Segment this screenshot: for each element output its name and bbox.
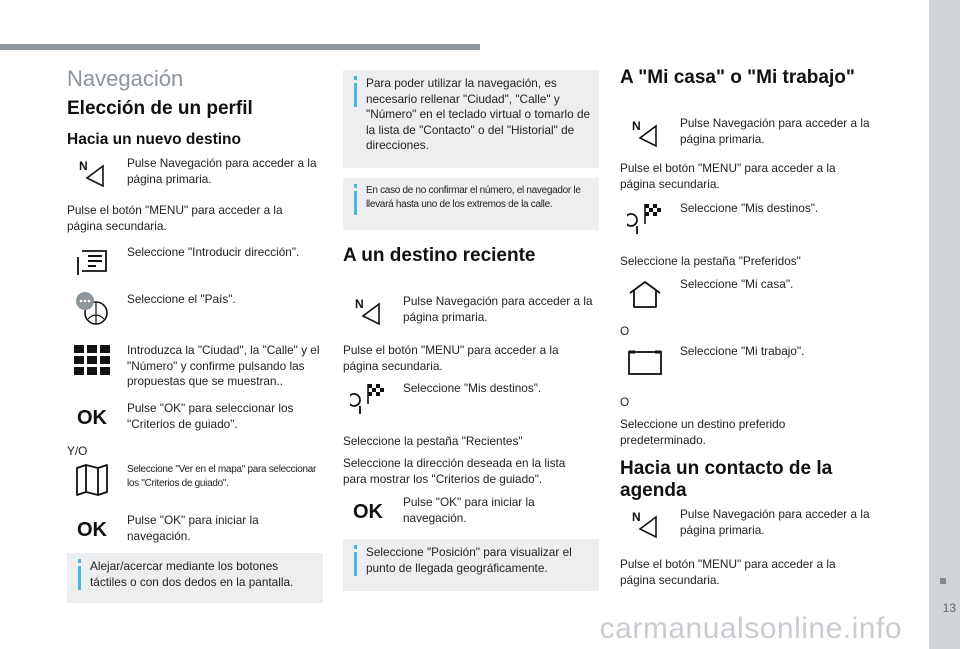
paragraph-preferred: Seleccione un destino preferido predeterminado.	[620, 417, 786, 447]
note-text: Seleccione "Posición" para visualizar el punto de llegada geográficamente.	[366, 545, 572, 575]
navigation-icon	[350, 294, 386, 328]
paragraph-menu: Pulse el botón "MENU" para acceder a la página secundaria.	[620, 557, 836, 587]
navigation-icon	[627, 116, 663, 150]
step-text: Seleccione "Ver en el mapa" para seleccionar los "Criterios de guiado".	[127, 464, 317, 489]
paragraph-menu: Pulse el botón "MENU" para acceder a la página secundaria.	[67, 203, 283, 233]
svg-text:N: N	[79, 159, 88, 173]
navigation-icon	[627, 507, 663, 541]
step-navigation	[627, 507, 872, 541]
heading-new-destination: Hacia un nuevo destino	[67, 131, 241, 148]
step-my-destinations	[627, 201, 872, 235]
step-text: Introduzca la "Ciudad", la "Calle" y el "Número" y confirme pulsando las propuestas que se muestran..	[127, 343, 320, 388]
step-text: Pulse Navegación para acceder a la página primaria.	[680, 507, 870, 537]
info-note	[343, 70, 599, 168]
step-ok-start	[350, 495, 600, 529]
briefcase-icon	[627, 344, 663, 378]
yo-label: Y/O	[67, 444, 88, 458]
heading-home-work: A "Mi casa" o "Mi trabajo"	[620, 67, 855, 88]
page-number: 13	[942, 601, 956, 615]
watermark: carmanualsonline.info	[599, 612, 902, 645]
step-text: Pulse "OK" para iniciar la navegación.	[403, 495, 535, 525]
paragraph-select-address: Seleccione la dirección deseada en la lista para mostrar los "Criterios de guiado".	[343, 456, 566, 486]
step-enter-address	[74, 245, 324, 279]
info-note	[67, 553, 323, 603]
step-text: Seleccione "Introducir dirección".	[127, 245, 300, 259]
svg-text:N: N	[632, 510, 641, 524]
page-side-strip	[929, 0, 960, 649]
step-text: Seleccione "Mis destinos".	[680, 201, 819, 215]
globe-chat-icon	[74, 292, 110, 326]
ok-icon: OK	[77, 406, 107, 429]
paragraph-recent-tab: Seleccione la pestaña "Recientes"	[343, 434, 523, 448]
step-my-destinations	[350, 381, 600, 415]
step-home	[627, 277, 872, 311]
step-navigation	[350, 294, 600, 328]
info-note	[343, 178, 599, 230]
header-rule	[0, 44, 480, 50]
note-text: Para poder utilizar la navegación, es necesario rellenar "Ciudad", "Calle" y "Número" en el teclado virtual o tomarlo de la lista de "Contacto" o del "Historial" de direcciones.	[366, 76, 591, 152]
section-title: Navegación	[67, 66, 184, 91]
step-text: Pulse "OK" para seleccionar los "Criterios de guiado".	[127, 401, 294, 431]
home-icon	[627, 277, 663, 311]
step-navigation	[74, 156, 324, 190]
step-text: Seleccione "Mi casa".	[680, 277, 794, 291]
navigation-icon	[74, 156, 110, 190]
info-note	[343, 539, 599, 591]
map-icon	[74, 463, 110, 497]
continue-marker	[940, 578, 946, 584]
step-ok-criteria	[74, 401, 324, 435]
step-text: Seleccione "Mis destinos".	[403, 381, 542, 395]
note-text: En caso de no confirmar el número, el navegador le llevará hasta uno de los extremos de la calle.	[366, 185, 581, 210]
paragraph-menu: Pulse el botón "MENU" para acceder a la página secundaria.	[343, 343, 559, 373]
svg-text:N: N	[355, 297, 364, 311]
keypad-icon	[74, 343, 110, 377]
step-text: Pulse Navegación para acceder a la página primaria.	[403, 294, 593, 324]
or-label: O	[620, 324, 630, 338]
step-text: Pulse Navegación para acceder a la página primaria.	[680, 116, 870, 146]
paragraph-menu: Pulse el botón "MENU" para acceder a la página secundaria.	[620, 161, 836, 191]
heading-recent: A un destino reciente	[343, 245, 536, 266]
step-text: Pulse Navegación para acceder a la página primaria.	[127, 156, 317, 186]
step-city-street	[74, 343, 324, 390]
destination-flag-icon	[350, 381, 386, 415]
step-text: Seleccione "Mi trabajo".	[680, 344, 805, 358]
step-country	[74, 292, 324, 326]
paragraph-favorites-tab: Seleccione la pestaña "Preferidos"	[620, 254, 801, 268]
heading-profile: Elección de un perfil	[67, 98, 253, 119]
keyboard-icon	[74, 245, 110, 279]
svg-text:N: N	[632, 119, 641, 133]
note-text: Alejar/acercar mediante los botones táctiles o con dos dedos en la pantalla.	[90, 559, 294, 589]
step-navigation	[627, 116, 872, 150]
destination-flag-icon	[627, 201, 663, 235]
step-text: Pulse "OK" para iniciar la navegación.	[127, 513, 259, 543]
step-ok-start	[74, 513, 324, 547]
ok-icon: OK	[77, 518, 107, 541]
heading-contact: Hacia un contacto de la agenda	[620, 458, 833, 501]
step-view-map	[74, 463, 330, 497]
or-label: O	[620, 395, 630, 409]
step-work	[627, 344, 872, 378]
ok-icon: OK	[353, 500, 383, 523]
step-text: Seleccione el "País".	[127, 292, 236, 306]
